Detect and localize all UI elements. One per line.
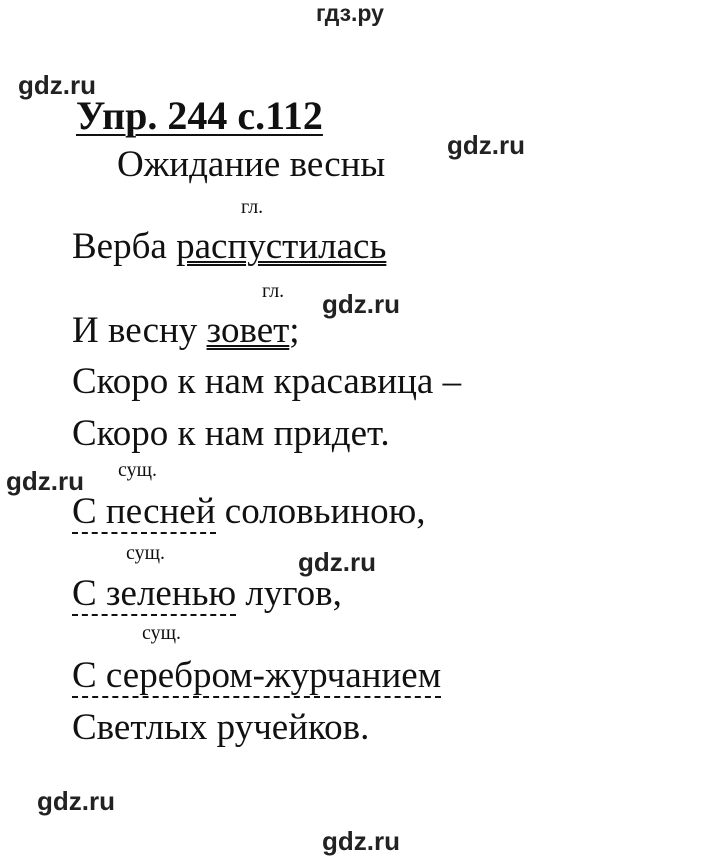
site-header: гдз.ру xyxy=(316,0,384,26)
object: С песней xyxy=(72,491,216,532)
watermark: gdz.ru xyxy=(322,289,400,319)
poem-line: Скоро к нам придет. xyxy=(72,413,390,454)
poem-line xyxy=(72,572,342,615)
poem-line xyxy=(72,490,426,533)
predicate: зовет xyxy=(206,310,290,351)
line-text: И весну xyxy=(72,310,198,351)
part-of-speech-mark: гл. xyxy=(262,280,285,302)
punctuation: ; xyxy=(289,310,300,351)
part-of-speech-mark: сущ. xyxy=(126,542,166,564)
exercise-heading: Упр. 244 с.112 xyxy=(76,93,323,138)
line-text: лугов, xyxy=(245,573,342,614)
watermark: gdz.ru xyxy=(37,786,115,816)
watermark: gdz.ru xyxy=(447,130,525,160)
poem-line: Скоро к нам красавица – xyxy=(72,361,462,402)
object: С серебром-журчанием xyxy=(72,655,442,696)
watermark: gdz.ru xyxy=(6,466,84,496)
poem-line: Светлых ручейков. xyxy=(72,707,370,748)
poem-line xyxy=(72,309,300,352)
poem-line xyxy=(72,654,441,697)
poem-title: Ожидание весны xyxy=(117,144,386,185)
part-of-speech-mark: гл. xyxy=(241,196,264,218)
part-of-speech-mark: сущ. xyxy=(118,459,158,481)
line-text: соловьиною, xyxy=(224,491,426,532)
poem-line xyxy=(72,225,386,268)
part-of-speech-mark: сущ. xyxy=(142,622,182,644)
watermark: gdz.ru xyxy=(322,826,400,856)
predicate: распустилась xyxy=(176,226,387,267)
watermark: gdz.ru xyxy=(298,547,376,577)
line-text: Верба xyxy=(72,226,167,267)
object: С зеленью xyxy=(72,573,237,614)
watermark: gdz.ru xyxy=(18,70,96,100)
